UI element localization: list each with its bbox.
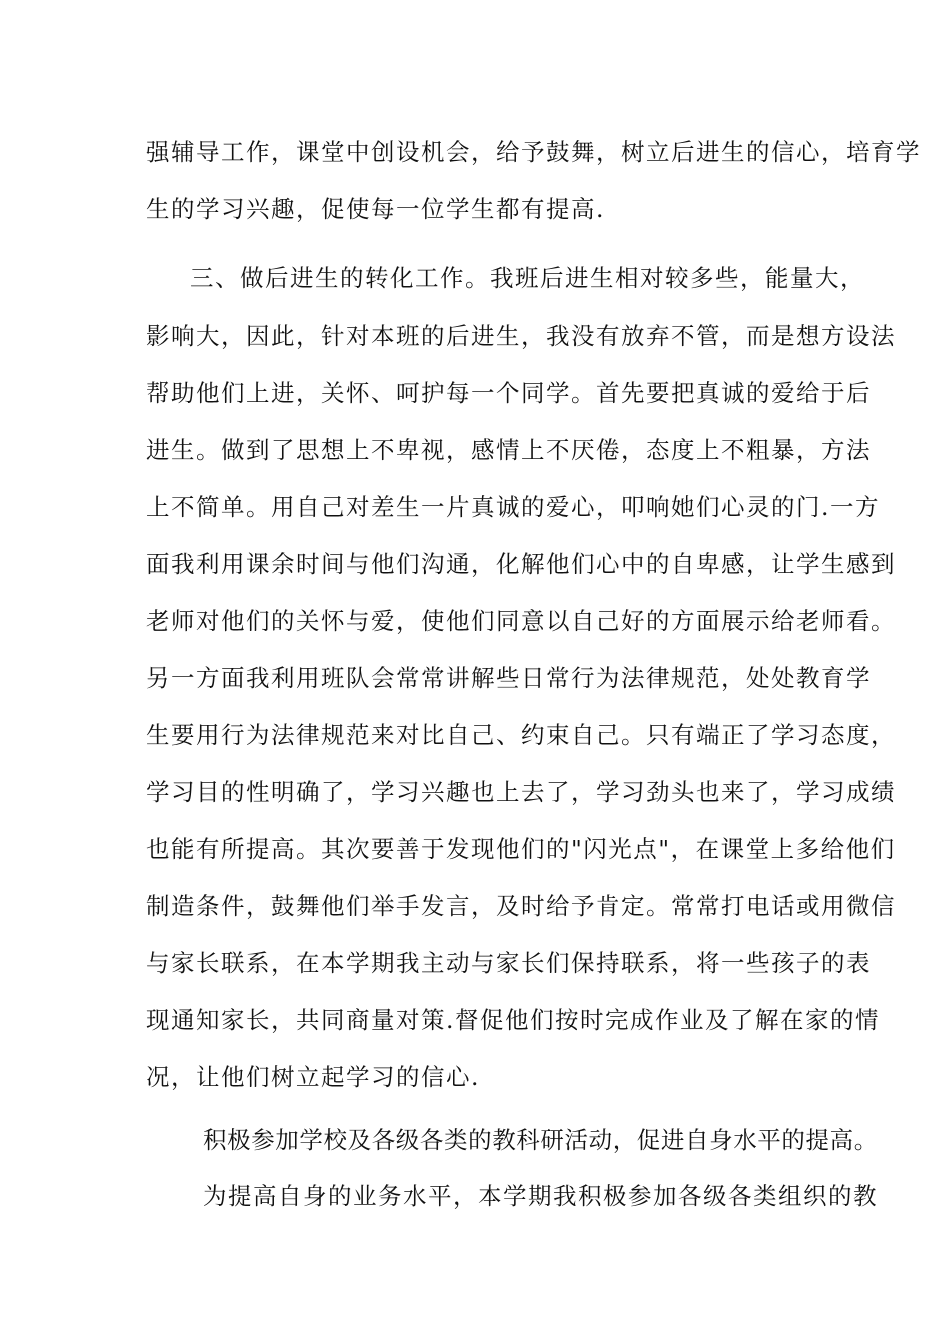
text-line: 生要用行为法律规范来对比自己、约束自己。只有端正了学习态度， — [146, 721, 896, 749]
paragraph-line: 积极参加学校及各级各类的教科研活动，促进自身水平的提高。 — [203, 1126, 878, 1154]
text-line: 制造条件，鼓舞他们举手发言，及时给予肯定。常常打电话或用微信 — [146, 892, 896, 920]
text-line: 面我利用课余时间与他们沟通，化解他们心中的自卑感，让学生感到 — [146, 550, 896, 578]
section-heading-line: 三、做后进生的转化工作。我班后进生相对较多些，能量大， — [190, 264, 865, 292]
text-line: 现通知家长，共同商量对策.督促他们按时完成作业及了解在家的情 — [146, 1006, 880, 1034]
paragraph-line: 为提高自身的业务水平，本学期我积极参加各级各类组织的教 — [203, 1182, 878, 1210]
text-line: 也能有所提高。其次要善于发现他们的"闪光点"，在课堂上多给他们 — [146, 835, 896, 863]
text-line: 与家长联系，在本学期我主动与家长们保持联系，将一些孩子的表 — [146, 949, 871, 977]
text-line: 帮助他们上进，关怀、呵护每一个同学。首先要把真诚的爱给于后 — [146, 379, 871, 407]
text-line: 另一方面我利用班队会常常讲解些日常行为法律规范，处处教育学 — [146, 664, 871, 692]
text-line: 学习目的性明确了，学习兴趣也上去了，学习劲头也来了，学习成绩 — [146, 778, 896, 806]
text-line: 上不简单。用自己对差生一片真诚的爱心，叩响她们心灵的门.一方 — [146, 493, 880, 521]
text-line: 影响大，因此，针对本班的后进生，我没有放弃不管，而是想方设法 — [146, 322, 896, 350]
text-line: 强辅导工作，课堂中创设机会，给予鼓舞，树立后进生的信心，培育学 — [146, 138, 921, 166]
text-line: 生的学习兴趣，促使每一位学生都有提高. — [146, 195, 605, 223]
text-line: 老师对他们的关怀与爱，使他们同意以自己好的方面展示给老师看。 — [146, 607, 896, 635]
text-line: 况，让他们树立起学习的信心. — [146, 1063, 480, 1091]
text-line: 进生。做到了思想上不卑视，感情上不厌倦，态度上不粗暴，方法 — [146, 436, 871, 464]
